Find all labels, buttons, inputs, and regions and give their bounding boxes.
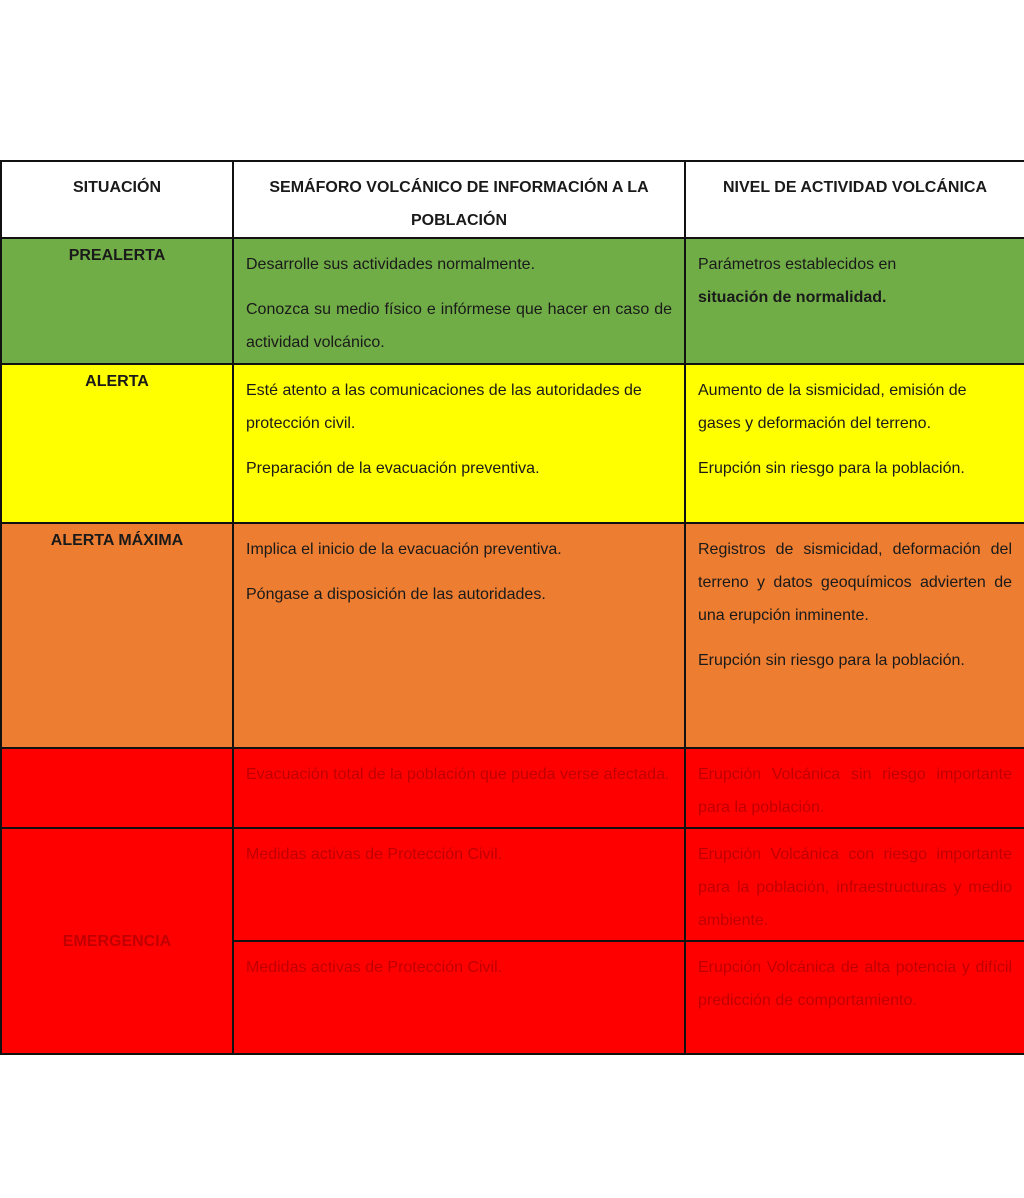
situacion-alerta-maxima: [1, 523, 233, 748]
situacion-emergencia-top: [1, 748, 233, 828]
semaforo-prealerta-line-2: Conozca su medio físico e infórmese que hacer en caso de actividad volcánico.: [246, 301, 672, 351]
semaforo-prealerta: [233, 238, 685, 364]
semaforo-emergencia-1: [233, 748, 685, 828]
situacion-alerta-maxima-label: ALERTA MÁXIMA: [50, 532, 184, 549]
nivel-emergencia-2-text: Erupción Volcánica con riesgo importante para la población, infraestructuras y medio ambiente.: [698, 846, 1012, 929]
row-emergencia-1: [1, 748, 1024, 828]
header-situacion-text: SITUACIÓN: [73, 179, 161, 196]
situacion-alerta-label: ALERTA: [85, 373, 149, 390]
semaforo-emergencia-1-text: Evacuación total de la población que pueda verse afectada.: [246, 766, 670, 783]
semaforo-emergencia-3-text: Medidas activas de Protección Civil.: [246, 959, 503, 976]
semaforo-prealerta-line-1: Desarrolle sus actividades normalmente.: [246, 256, 536, 273]
table-header-row: [1, 161, 1024, 238]
nivel-alerta-maxima: [685, 523, 1024, 748]
nivel-alerta-maxima-line-1: Registros de sismicidad, deformación del terreno y datos geoquímicos advierten de una erupción inminente.: [698, 541, 1012, 624]
header-nivel-text: NIVEL DE ACTIVIDAD VOLCÁNICA: [722, 179, 987, 196]
situacion-emergencia: [1, 828, 233, 1054]
volcanic-alert-table: [0, 160, 1024, 1055]
nivel-alerta-line-2: Erupción sin riesgo para la población.: [698, 460, 965, 477]
nivel-prealerta-text: [698, 248, 1012, 314]
situacion-prealerta-label: PREALERTA: [68, 247, 166, 264]
nivel-alerta-maxima-line-2: Erupción sin riesgo para la población.: [698, 652, 965, 669]
semaforo-alerta: [233, 364, 685, 523]
semaforo-emergencia-2-text: Medidas activas de Protección Civil.: [246, 846, 503, 863]
row-prealerta: [1, 238, 1024, 364]
nivel-emergencia-3-text: Erupción Volcánica de alta potencia y difícil predicción de comportamiento.: [698, 959, 1012, 1009]
nivel-prealerta: [685, 238, 1024, 364]
situacion-alerta: [1, 364, 233, 523]
row-emergencia-2: [1, 828, 1024, 941]
semaforo-alerta-line-1: Esté atento a las comunicaciones de las autoridades de protección civil.: [246, 382, 642, 432]
semaforo-alerta-maxima-line-2: Póngase a disposición de las autoridades.: [246, 586, 546, 603]
nivel-prealerta-prefix: Parámetros establecidos en: [698, 256, 897, 273]
semaforo-alerta-maxima-line-1: Implica el inicio de la evacuación preventiva.: [246, 541, 562, 558]
semaforo-alerta-maxima: [233, 523, 685, 748]
row-alerta: [1, 364, 1024, 523]
nivel-alerta-line-1: Aumento de la sismicidad, emisión de gases y deformación del terreno.: [698, 382, 967, 432]
nivel-emergencia-2: [685, 828, 1024, 941]
nivel-emergencia-3: [685, 941, 1024, 1054]
situacion-emergencia-label: EMERGENCIA: [62, 932, 172, 950]
nivel-alerta: [685, 364, 1024, 523]
semaforo-emergencia-3: [233, 941, 685, 1054]
semaforo-alerta-line-2: Preparación de la evacuación preventiva.: [246, 460, 540, 477]
nivel-emergencia-1: [685, 748, 1024, 828]
header-nivel: [685, 161, 1024, 238]
situacion-prealerta: [1, 238, 233, 364]
semaforo-emergencia-2: [233, 828, 685, 941]
header-situacion: [1, 161, 233, 238]
nivel-emergencia-1-text: Erupción Volcánica sin riesgo importante para la población.: [698, 766, 1012, 816]
nivel-prealerta-bold: situación de normalidad.: [698, 289, 887, 306]
header-semaforo-text: SEMÁFORO VOLCÁNICO DE INFORMACIÓN A LA POBLACIÓN: [269, 179, 649, 229]
row-alerta-maxima: [1, 523, 1024, 748]
header-semaforo: [233, 161, 685, 238]
